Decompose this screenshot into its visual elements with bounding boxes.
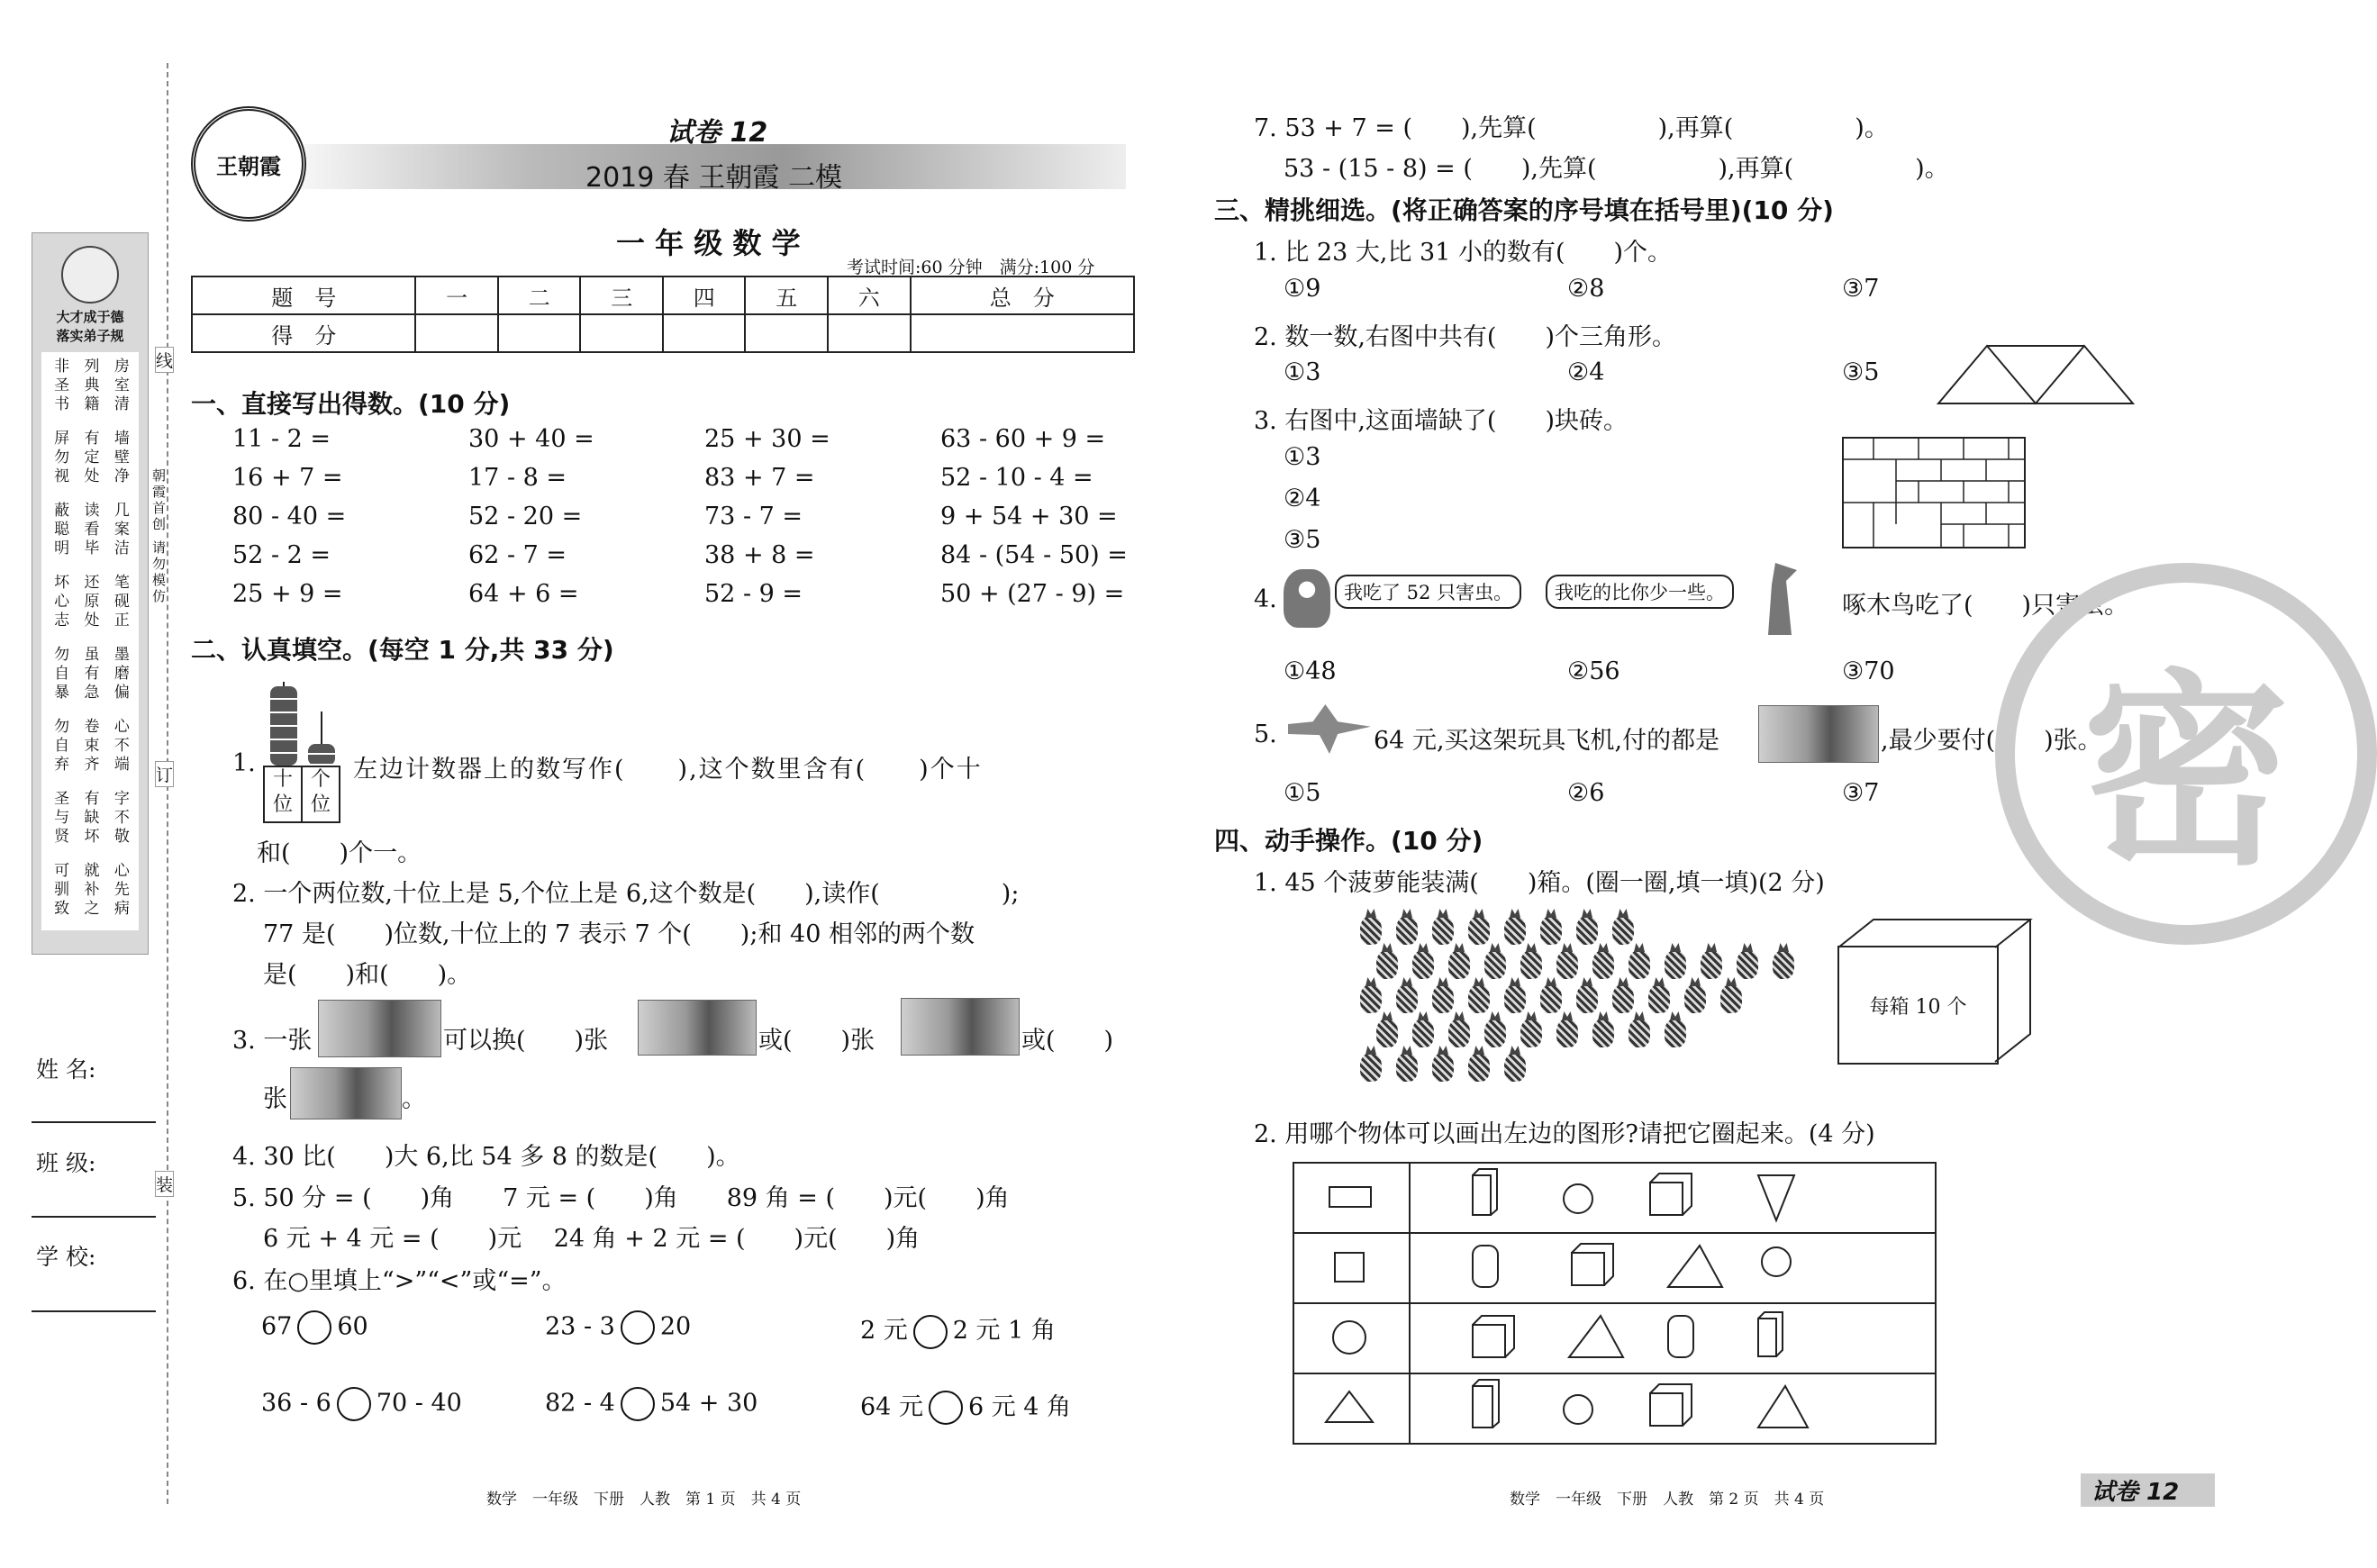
section-2-title: 二、认真填空。(每空 1 分,共 33 分) — [191, 635, 614, 665]
compare-item — [261, 1310, 545, 1349]
q2-3-text-c: 或( )张 — [758, 1027, 875, 1055]
frog-speech: 我吃了 52 只害虫。 — [1335, 575, 1521, 609]
arithmetic-item: 83 + 7 = — [704, 464, 815, 492]
logo-seal — [191, 106, 306, 222]
q2-3-text-e: 张 — [263, 1085, 287, 1113]
score-row-label: 得 分 — [192, 314, 415, 352]
motto-2: 落实弟子规 — [56, 328, 124, 344]
solids-row-4 — [1410, 1373, 1936, 1444]
class-field-line[interactable] — [32, 1216, 156, 1218]
q2-5-line-1: 5. 50 分 = ( )角 7 元 = ( )角 89 角 = ( )元( )角 — [232, 1184, 1010, 1212]
pineapple-icon — [1612, 984, 1634, 1013]
pineapple-icon — [1665, 1019, 1686, 1047]
pineapple-group — [1351, 905, 1819, 1094]
motto-column: 勿自弃 — [50, 718, 69, 775]
motto-column: 几案洁 — [110, 502, 129, 558]
score-input-cell[interactable] — [415, 314, 498, 352]
pineapple-icon — [1412, 950, 1434, 979]
motto-column: 可驯致 — [50, 862, 69, 919]
arithmetic-item: 38 + 8 = — [704, 541, 815, 569]
banknote-5-icon — [290, 1067, 402, 1119]
shape-cell-circle — [1293, 1303, 1410, 1373]
arithmetic-item: 50 + (27 - 9) = — [940, 580, 1125, 608]
name-field-label: 姓 名: — [36, 1056, 96, 1083]
q3-3: 3. 右图中,这面墙缺了( )块砖。 — [1254, 407, 1628, 435]
score-header-cell: 三 — [580, 276, 663, 314]
banknote-50-icon — [638, 1000, 757, 1056]
woodpecker-speech: 我吃的比你少一些。 — [1546, 575, 1734, 609]
binding-mark-2: 订 — [155, 761, 174, 787]
q2-3-text-f: 。 — [402, 1085, 426, 1113]
pineapple-icon — [1520, 950, 1542, 979]
motto-column: 房室清 — [110, 358, 129, 414]
pineapple-icon — [1665, 950, 1686, 979]
compare-circle[interactable] — [337, 1387, 371, 1421]
pineapple-icon — [1396, 984, 1418, 1013]
section-3-title: 三、精挑细选。(将正确答案的序号填在括号里)(10 分) — [1214, 195, 1834, 225]
logo-text: 王朝霞 — [216, 152, 281, 179]
q2-2-line-2: 77 是( )位数,十位上的 7 表示 7 个( );和 40 相邻的两个数 — [263, 920, 975, 948]
arithmetic-item: 52 - 10 - 4 = — [940, 464, 1093, 492]
q3-3-opt-1: ①3 — [1284, 443, 1321, 471]
pineapple-icon — [1576, 984, 1598, 1013]
pineapple-icon — [1737, 950, 1758, 979]
q3-5-number: 5. — [1254, 721, 1277, 748]
score-input-cell[interactable] — [663, 314, 746, 352]
motto-column: 非圣书 — [50, 358, 69, 414]
motto-column: 读看毕 — [80, 502, 99, 558]
toy-plane-icon — [1288, 704, 1371, 754]
score-header-cell: 五 — [745, 276, 828, 314]
pineapple-icon — [1504, 984, 1526, 1013]
exam-info: 考试时间:60 分钟 满分:100 分 — [847, 258, 1095, 277]
pineapple-icon — [1648, 984, 1670, 1013]
arithmetic-item: 16 + 7 = — [232, 464, 343, 492]
q3-2-opt-2: ②4 — [1567, 358, 1605, 386]
score-header-cell: 二 — [498, 276, 581, 314]
pineapple-icon — [1629, 950, 1650, 979]
compare-item — [860, 1310, 1144, 1349]
pineapple-icon — [1396, 916, 1418, 945]
compare-left: 23 - 3 — [545, 1312, 615, 1341]
pineapple-icon — [1448, 1019, 1470, 1047]
q2-7-line-2: 53 - (15 - 8) = ( ),先算( ),再算( )。 — [1284, 155, 1949, 183]
q3-5-text-a: 64 元,买这架玩具飞机,付的都是 — [1374, 727, 1720, 755]
q3-5-opt-3: ③7 — [1842, 779, 1880, 807]
frog-icon — [1284, 569, 1330, 628]
pineapple-icon — [1376, 950, 1398, 979]
motto-columns — [41, 352, 139, 930]
pineapple-icon — [1720, 984, 1742, 1013]
arithmetic-item: 52 - 9 = — [704, 580, 803, 608]
abacus-tens-label: 十位 — [263, 766, 303, 823]
arithmetic-item: 80 - 40 = — [232, 503, 347, 530]
compare-left: 2 元 — [860, 1317, 908, 1345]
score-header-cell: 六 — [828, 276, 911, 314]
triangles-figure — [1937, 344, 2135, 405]
shape-cell-triangle — [1293, 1373, 1410, 1444]
arithmetic-item: 63 - 60 + 9 = — [940, 425, 1106, 453]
motto-column: 蔽聪明 — [50, 502, 69, 558]
compare-right: 2 元 1 角 — [952, 1317, 1056, 1345]
abacus-icon — [263, 668, 342, 821]
motto-column: 圣与贤 — [50, 790, 69, 847]
name-field-line[interactable] — [32, 1121, 156, 1123]
arithmetic-item: 9 + 54 + 30 = — [940, 503, 1118, 530]
class-field-label: 班 级: — [36, 1150, 96, 1176]
motto-column: 还原处 — [80, 574, 99, 630]
arithmetic-item: 84 - (54 - 50) = — [940, 541, 1128, 569]
q3-1-opt-1: ①9 — [1284, 275, 1321, 303]
score-header-cell: 一 — [415, 276, 498, 314]
motto-column: 字不敬 — [110, 790, 129, 847]
arithmetic-item: 62 - 7 = — [468, 541, 567, 569]
motto-panel — [32, 232, 149, 955]
stamp-text: 密 — [2082, 652, 2290, 893]
pineapple-icon — [1412, 1019, 1434, 1047]
score-input-cell[interactable] — [745, 314, 828, 352]
pineapple-icon — [1484, 950, 1506, 979]
q3-2: 2. 数一数,右图中共有( )个三角形。 — [1254, 323, 1676, 351]
page-title: 2019 春 王朝霞 二模 — [585, 162, 842, 194]
banknote-100-icon — [318, 1000, 441, 1057]
pineapple-icon — [1448, 950, 1470, 979]
paper-badge: 试卷 12 — [667, 117, 768, 149]
arithmetic-item: 52 - 20 = — [468, 503, 583, 530]
compare-circle[interactable] — [621, 1387, 655, 1421]
pineapple-icon — [1432, 916, 1454, 945]
section-1-title: 一、直接写出得数。(10 分) — [191, 389, 511, 419]
binding-mark-1: 线 — [155, 347, 174, 373]
pineapple-icon — [1556, 1019, 1578, 1047]
pineapple-icon — [1360, 984, 1382, 1013]
compare-circle[interactable] — [913, 1315, 948, 1349]
banknote-10-icon — [901, 998, 1020, 1056]
pineapple-icon — [1376, 1019, 1398, 1047]
pineapple-icon — [1520, 1019, 1542, 1047]
q2-2-line-3: 是( )和( )。 — [263, 961, 472, 989]
pineapple-icon — [1773, 950, 1794, 979]
motto-column: 有定处 — [80, 430, 99, 486]
q3-4-opt-3: ③70 — [1842, 657, 1895, 685]
compare-right: 6 元 4 角 — [967, 1392, 1072, 1421]
q3-4-number: 4. — [1254, 585, 1277, 613]
q3-1-opt-3: ③7 — [1842, 275, 1880, 303]
motto-column: 虽有急 — [80, 646, 99, 702]
compare-right: 20 — [659, 1312, 692, 1341]
score-input-cell[interactable] — [498, 314, 581, 352]
compare-circle[interactable] — [297, 1310, 331, 1345]
solids-row-1 — [1410, 1163, 1936, 1233]
compare-left: 36 - 6 — [261, 1389, 331, 1417]
pineapple-icon — [1360, 1053, 1382, 1082]
score-input-cell[interactable] — [911, 314, 1134, 352]
motto-column: 笔砚正 — [110, 574, 129, 630]
pineapple-icon — [1504, 916, 1526, 945]
compare-right: 70 - 40 — [376, 1389, 462, 1417]
motto-column: 卷束齐 — [80, 718, 99, 775]
pineapple-icon — [1504, 1053, 1526, 1082]
q2-4: 4. 30 比( )大 6,比 54 多 8 的数是( )。 — [232, 1143, 740, 1171]
footer-right: 数学 一年级 下册 人教 第 2 页 共 4 页 — [1510, 1491, 1825, 1509]
motto-column: 墙壁净 — [110, 430, 129, 486]
q3-2-opt-3: ③5 — [1842, 358, 1880, 386]
compare-item — [545, 1310, 860, 1349]
arithmetic-item: 52 - 2 = — [232, 541, 331, 569]
arithmetic-item: 11 - 2 = — [232, 425, 331, 453]
section-1-grid — [232, 425, 1142, 608]
arithmetic-item: 25 + 30 = — [704, 425, 830, 453]
pineapple-icon — [1432, 984, 1454, 1013]
abacus-ones-label: 个位 — [301, 766, 340, 823]
shape-cell-square — [1293, 1233, 1410, 1303]
q2-1-number: 1. — [232, 749, 256, 777]
q3-4-opt-1: ①48 — [1284, 657, 1337, 685]
compare-item — [860, 1387, 1144, 1426]
motto-column: 墨磨偏 — [110, 646, 129, 702]
banknote-10-icon-2 — [1758, 705, 1879, 763]
pineapple-icon — [1468, 1053, 1490, 1082]
solids-row-3 — [1410, 1303, 1936, 1373]
q2-6: 6. 在○里填上“>”“<”或“=”。 — [232, 1267, 567, 1295]
shape-table — [1293, 1162, 1937, 1445]
pineapple-icon — [1684, 984, 1706, 1013]
compare-item — [261, 1387, 545, 1426]
pineapple-icon — [1576, 916, 1598, 945]
q3-3-opt-2: ②4 — [1284, 485, 1321, 512]
q2-1-text-2: 和( )个一。 — [257, 839, 422, 867]
q2-5-line-2: 6 元 + 4 元 = ( )元 24 角 + 2 元 = ( )元( )角 — [263, 1225, 921, 1253]
pineapple-icon — [1592, 950, 1614, 979]
q2-1-text: 左边计数器上的数写作( ),这个数里含有( )个十 — [353, 756, 983, 784]
pineapple-icon — [1701, 950, 1722, 979]
pineapple-icon — [1540, 984, 1562, 1013]
motto-column: 列典籍 — [80, 358, 99, 414]
pineapple-icon — [1468, 916, 1490, 945]
q3-5-opt-1: ①5 — [1284, 779, 1321, 807]
pineapple-icon — [1592, 1019, 1614, 1047]
footer-badge: 试卷 12 — [2081, 1473, 2215, 1507]
q3-1: 1. 比 23 大,比 31 小的数有( )个。 — [1254, 239, 1673, 267]
compare-right: 54 + 30 — [659, 1389, 758, 1417]
brick-wall-figure — [1842, 437, 2027, 549]
pineapple-icon — [1540, 916, 1562, 945]
footer-left: 数学 一年级 下册 人教 第 1 页 共 4 页 — [486, 1491, 802, 1509]
school-field-line[interactable] — [32, 1310, 156, 1312]
q2-7-line-1: 7. 53 + 7 = ( ),先算( ),再算( )。 — [1254, 114, 1889, 142]
compare-circle[interactable] — [621, 1310, 655, 1345]
compare-circle[interactable] — [929, 1391, 963, 1425]
score-header-cell: 四 — [663, 276, 746, 314]
score-header-cell: 总 分 — [911, 276, 1134, 314]
vertical-note: 朝霞首创 请勿模仿 — [150, 468, 167, 605]
q2-2-line-1: 2. 一个两位数,十位上是 5,个位上是 6,这个数是( ),读作( ); — [232, 880, 1020, 908]
score-input-cell[interactable] — [580, 314, 663, 352]
compare-grid — [261, 1310, 1144, 1425]
scholar-icon — [61, 246, 119, 304]
woodpecker-icon — [1761, 563, 1797, 635]
motto-column: 心先病 — [110, 862, 129, 919]
q3-1-opt-2: ②8 — [1567, 275, 1605, 303]
pineapple-icon — [1612, 916, 1634, 945]
pineapple-icon — [1629, 1019, 1650, 1047]
q3-5-text-b: ,最少要付( )张。 — [1881, 727, 2102, 755]
q3-4-opt-2: ②56 — [1567, 657, 1620, 685]
school-field-label: 学 校: — [36, 1244, 96, 1270]
score-input-cell[interactable] — [828, 314, 911, 352]
q4-1: 1. 45 个菠萝能装满( )箱。(圈一圈,填一填)(2 分) — [1254, 869, 1825, 897]
pineapple-icon — [1360, 916, 1382, 945]
q2-3-text-d: 或( ) — [1021, 1027, 1114, 1055]
confidential-stamp — [1995, 563, 2377, 945]
q3-3-opt-3: ③5 — [1284, 526, 1321, 554]
motto-column: 坏心志 — [50, 574, 69, 630]
motto-column: 就补之 — [80, 862, 99, 919]
motto-column: 心不端 — [110, 718, 129, 775]
motto-column: 勿自暴 — [50, 646, 69, 702]
pineapple-icon — [1468, 984, 1490, 1013]
q3-4-text: 啄木鸟吃了( )只害虫。 — [1842, 592, 2129, 620]
arithmetic-item: 25 + 9 = — [232, 580, 343, 608]
motto-1: 大才成于德 — [56, 309, 124, 325]
arithmetic-item: 30 + 40 = — [468, 425, 594, 453]
q3-2-opt-1: ①3 — [1284, 358, 1321, 386]
section-4-title: 四、动手操作。(10 分) — [1214, 826, 1483, 856]
compare-left: 82 - 4 — [545, 1389, 615, 1417]
q2-3-text-b: 可以换( )张 — [443, 1027, 609, 1055]
pineapple-icon — [1432, 1053, 1454, 1082]
binding-mark-3: 装 — [155, 1171, 174, 1197]
compare-item — [545, 1387, 860, 1426]
score-header-cell: 题 号 — [192, 276, 415, 314]
box-label: 每箱 10 个 — [1869, 995, 1967, 1019]
compare-left: 67 — [261, 1312, 293, 1341]
compare-left: 64 元 — [860, 1392, 923, 1421]
pineapple-icon — [1484, 1019, 1506, 1047]
q4-2: 2. 用哪个物体可以画出左边的图形?请把它圈起来。(4 分) — [1254, 1120, 1875, 1148]
arithmetic-item: 73 - 7 = — [704, 503, 803, 530]
box-top — [1837, 919, 2031, 1063]
q2-3-text-a: 3. 一张 — [232, 1027, 313, 1055]
q3-5-opt-2: ②6 — [1567, 779, 1605, 807]
motto-column: 有缺坏 — [80, 790, 99, 847]
arithmetic-item: 64 + 6 = — [468, 580, 579, 608]
motto-column: 屏勿视 — [50, 430, 69, 486]
score-table — [191, 276, 1135, 353]
pineapple-icon — [1556, 950, 1578, 979]
arithmetic-item: 17 - 8 = — [468, 464, 567, 492]
pineapple-icon — [1396, 1053, 1418, 1082]
subject-title: 一 年 级 数 学 — [616, 226, 801, 260]
shape-cell-rectangle — [1293, 1163, 1410, 1233]
solids-row-2 — [1410, 1233, 1936, 1303]
compare-right: 60 — [337, 1312, 368, 1341]
